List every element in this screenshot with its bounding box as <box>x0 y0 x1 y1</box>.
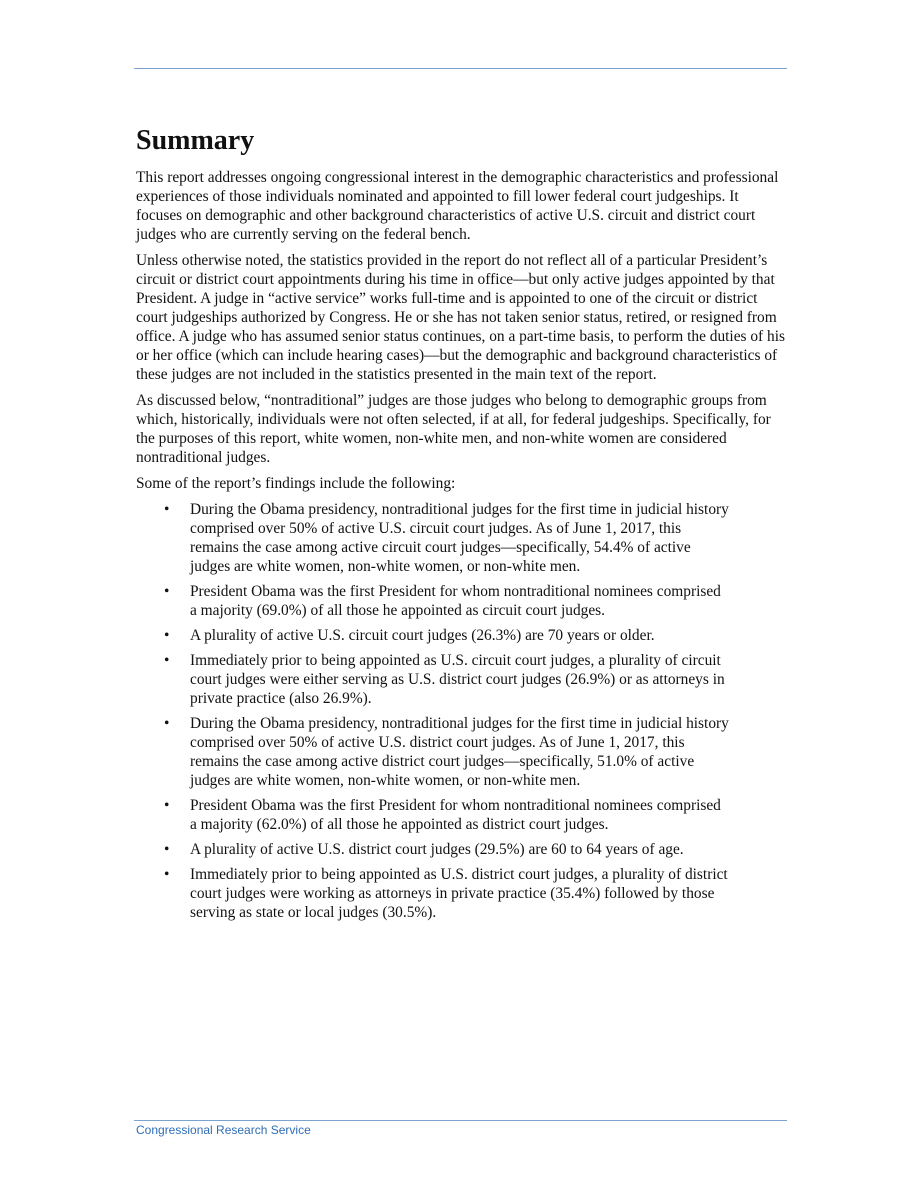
paragraph-nontraditional: As discussed below, “nontraditional” judges are those judges who belong to demographic groups from which, historically, individuals were not often selected, if at all, for federal judgeships. Specifically, for the purposes of this report, white women, non-white men, and non-white women are considered nontraditional judges. <box>136 392 771 466</box>
list-item <box>136 626 730 645</box>
list-item <box>136 796 730 834</box>
bullet-icon: • <box>164 841 170 858</box>
list-item-text: A plurality of active U.S. district court judges (29.5%) are 60 to 64 years of age. <box>190 841 684 858</box>
list-item-text: President Obama was the first President for whom nontraditional nominees comprised a majority (62.0%) of all those he appointed as district court judges. <box>190 797 721 833</box>
list-item <box>136 651 730 708</box>
header-rule <box>134 68 787 69</box>
findings-list <box>136 500 788 922</box>
list-item <box>136 865 730 922</box>
bullet-icon: • <box>164 797 170 814</box>
bullet-icon: • <box>164 866 170 883</box>
bullet-icon: • <box>164 583 170 600</box>
list-item-text: A plurality of active U.S. circuit court judges (26.3%) are 70 years or older. <box>190 627 655 644</box>
list-item-text: President Obama was the first President for whom nontraditional nominees comprised a majority (69.0%) of all those he appointed as circuit court judges. <box>190 583 721 619</box>
footer-publisher: Congressional Research Service <box>136 1123 311 1137</box>
paragraph-active-judges: Unless otherwise noted, the statistics provided in the report do not reflect all of a particular President’s circuit or district court appointments during his time in office—but only active judges appointed by that President. A judge in “active service” works full-time and is appointed to one of the circuit or district court judgeships authorized by Congress. He or she has not taken senior status, retired, or resigned from office. A judge who has assumed senior status continues, on a part-time basis, to perform the duties of his or her office (which can include hearing cases)—but the demographic and background characteristics of these judges are not included in the statistics presented in the main text of the report. <box>136 252 785 383</box>
summary-section <box>136 122 788 928</box>
page-title: Summary <box>136 125 255 156</box>
list-item-text: Immediately prior to being appointed as U.S. circuit court judges, a plurality of circuit court judges were either serving as U.S. district court judges (26.9%) or as attorneys in private practice (also 26.9%). <box>190 652 725 707</box>
list-item-text: During the Obama presidency, nontraditional judges for the first time in judicial history comprised over 50% of active U.S. district court judges. As of June 1, 2017, this remains the case among active district court judges—specifically, 51.0% of active judges are white women, non-white women, or non-white men. <box>190 715 729 789</box>
list-item-text: Immediately prior to being appointed as U.S. district court judges, a plurality of district court judges were working as attorneys in private practice (35.4%) followed by those serving as state or local judges (30.5%). <box>190 866 728 921</box>
bullet-icon: • <box>164 715 170 732</box>
list-item <box>136 840 730 859</box>
paragraph-intro: This report addresses ongoing congressional interest in the demographic characteristics and professional experiences of those individuals nominated and appointed to fill lower federal court judgeships. It focuses on demographic and other background characteristics of active U.S. circuit and district court judges who are currently serving on the federal bench. <box>136 169 779 243</box>
list-item-text: During the Obama presidency, nontraditional judges for the first time in judicial history comprised over 50% of active U.S. circuit court judges. As of June 1, 2017, this remains the case among active circuit court judges—specifically, 54.4% of active judges are white women, non-white women, or non-white men. <box>190 501 729 575</box>
paragraph-findings-lead: Some of the report’s findings include the following: <box>136 475 456 492</box>
bullet-icon: • <box>164 627 170 644</box>
list-item <box>136 500 730 576</box>
footer-rule <box>134 1120 787 1121</box>
list-item <box>136 714 730 790</box>
bullet-icon: • <box>164 501 170 518</box>
bullet-icon: • <box>164 652 170 669</box>
list-item <box>136 582 730 620</box>
